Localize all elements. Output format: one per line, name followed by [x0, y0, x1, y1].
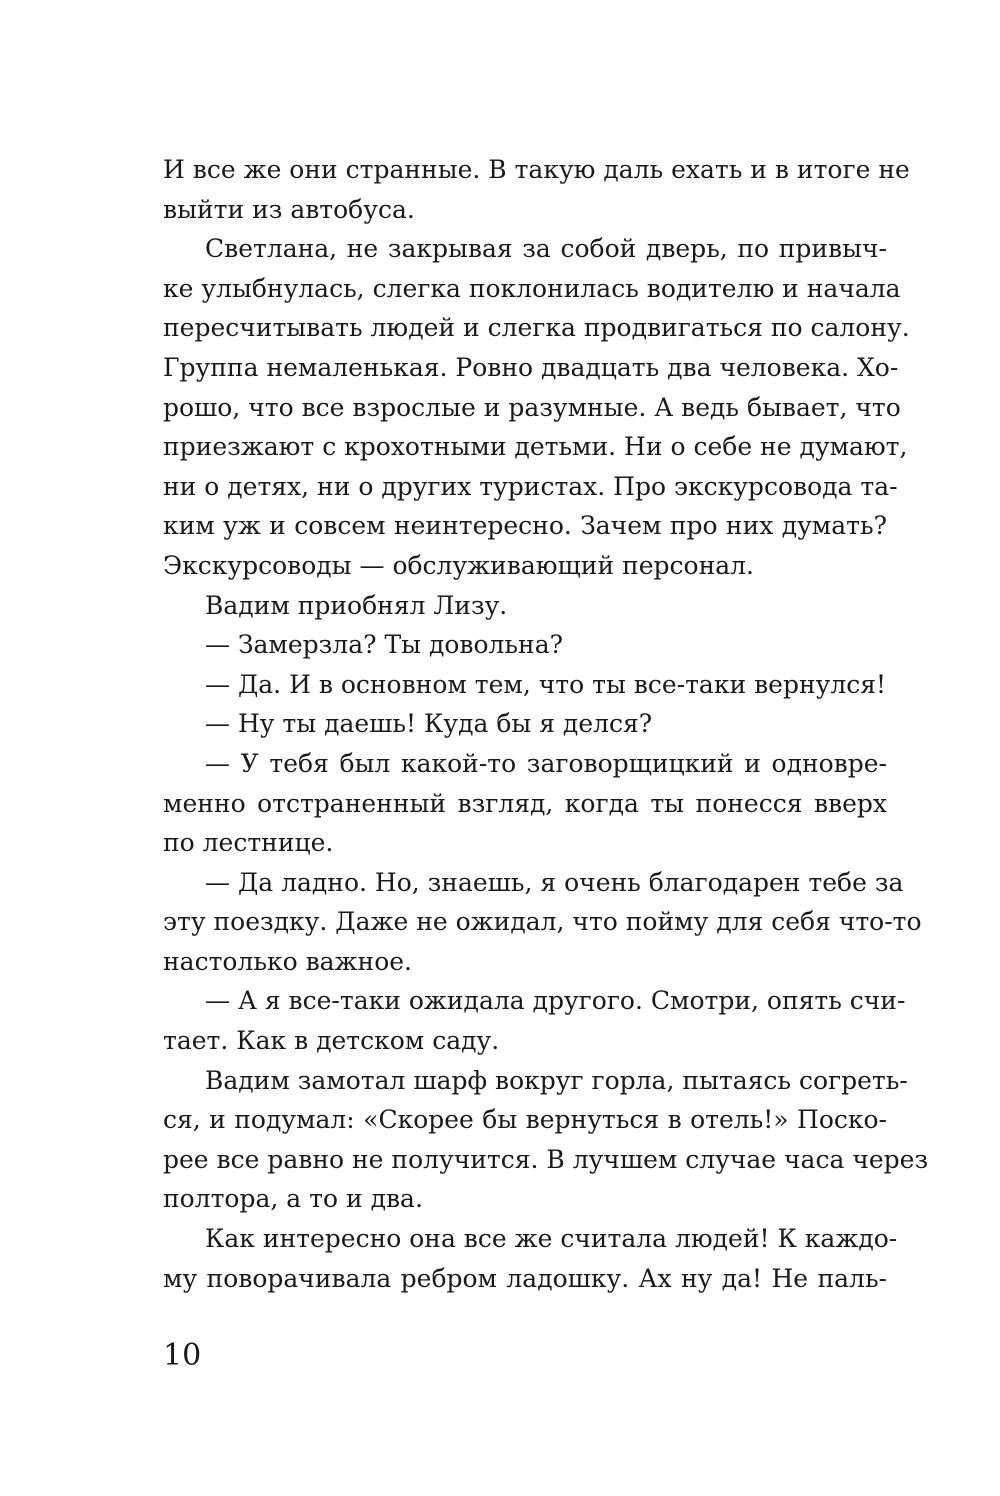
text-line: менно отстраненный взгляд, когда ты понесся вверх — [163, 788, 887, 818]
text-line: ся, и подумал: «Скорее бы вернуться в отель!» Поско- — [163, 1105, 887, 1135]
text-line: — Замерзла? Ты довольна? — [205, 630, 563, 660]
text-line: — А я все-таки ожидала другого. Смотри, опять счи- — [205, 986, 906, 1016]
text-line: полтора, а то и два. — [163, 1184, 423, 1214]
text-line: Светлана, не закрывая за собой дверь, по привыч- — [205, 234, 887, 264]
text-line: приезжают с крохотными детьми. Ни о себе не думают, — [163, 432, 908, 462]
text-line: эту поездку. Даже не ожидал, что пойму для себя что-то — [163, 907, 922, 937]
text-line: ни о детях, ни о других туристах. Про экскурсовода та- — [163, 471, 898, 501]
text-line: — Да. И в основном тем, что ты все-таки вернулся! — [205, 669, 887, 699]
text-line: по лестнице. — [163, 828, 334, 858]
text-line: му поворачивала ребром ладошку. Ах ну да! Не паль- — [163, 1263, 887, 1293]
text-line: пересчитывать людей и слегка продвигаться по салону. — [163, 313, 910, 343]
text-line: Вадим замотал шарф вокруг горла, пытаясь согреть- — [205, 1065, 908, 1095]
text-line: — У тебя был какой-то заговорщицкий и одновре- — [205, 748, 887, 778]
text-line: ким уж и совсем неинтересно. Зачем про них думать? — [163, 511, 887, 541]
text-line: Вадим приобнял Лизу. — [205, 590, 508, 620]
text-line: рее все равно не получится. В лучшем случае часа через — [163, 1144, 929, 1174]
text-line: Как интересно она все же считала людей! К каждо- — [205, 1224, 898, 1254]
text-line: выйти из автобуса. — [163, 194, 415, 224]
text-line: Группа немаленькая. Ровно двадцать два человека. Хо- — [163, 352, 899, 382]
page-number: 10 — [163, 1338, 202, 1373]
text-line: настолько важное. — [163, 946, 412, 976]
text-line: рошо, что все взрослые и разумные. А ведь бывает, что — [163, 392, 901, 422]
text-line: тает. Как в детском саду. — [163, 1026, 500, 1056]
text-line: — Да ладно. Но, знаешь, я очень благодарен тебе за — [205, 867, 904, 897]
text-line: — Ну ты даешь! Куда бы я делся? — [205, 709, 653, 739]
text-line: ке улыбнулась, слегка поклонилась водителю и начала — [163, 273, 901, 303]
text-line: И все же они странные. В такую даль ехать и в итоге не — [163, 155, 910, 184]
body-text — [163, 150, 929, 1298]
text-line: Экскурсоводы — обслуживающий персонал. — [163, 550, 754, 580]
